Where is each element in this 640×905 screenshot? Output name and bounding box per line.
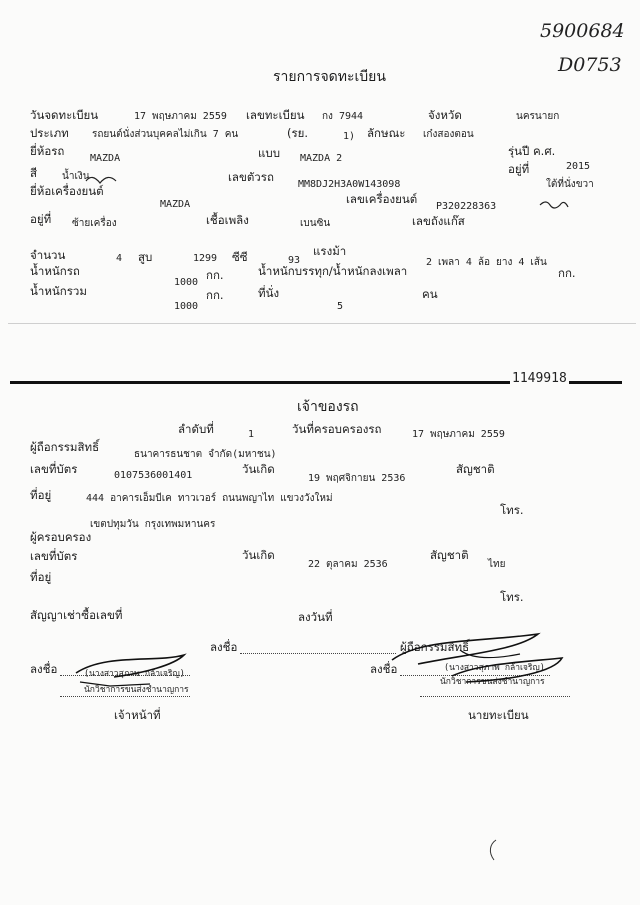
id-value: 0107536001401 (114, 470, 193, 481)
engine-loc-value: ซ้ายเครื่อง (72, 218, 117, 229)
cylinders-unit: สูบ (138, 250, 153, 264)
officer-stamp-name: (นางสาวสุภาพ กล้าเจริญ) (84, 669, 185, 679)
officer-signature-underline (80, 682, 150, 686)
fuel-value: เบนซิน (300, 218, 331, 229)
hire-purchase-label: สัญญาเช่าซื้อเลขที่ (30, 608, 123, 622)
bottom-stray-mark (490, 840, 496, 860)
load-kg-unit: กก. (558, 266, 576, 280)
brand-value: MAZDA (90, 153, 121, 164)
registrar-stamp-name: (นางสาวสุภาพ กล้าเจริญ) (444, 663, 545, 673)
registrar-signature (452, 658, 562, 682)
model-year-value: 2015 (566, 161, 591, 172)
possessor-id-label: เลขที่บัตร (30, 549, 78, 563)
rys-label: (รย. (287, 126, 309, 140)
handwritten-ref-number: 5900684 (540, 20, 625, 42)
hire-purchase-date-label: ลงวันที่ (298, 610, 333, 624)
hp-value: 93 (288, 255, 301, 266)
engine-brand-label: ยี่ห้อเครื่องยนต์ (30, 184, 104, 198)
possessor-address-label: ที่อยู่ (30, 570, 52, 584)
rys-value: 1) (343, 131, 356, 142)
handwritten-ref-code: D0753 (558, 54, 622, 76)
registrar-sign-label: ลงชื่อ (370, 662, 398, 676)
registrar-title: นายทะเบียน (468, 708, 529, 722)
possessor-dob-value: 22 ตุลาคม 2536 (308, 559, 388, 570)
phone-label: โทร. (500, 503, 524, 517)
address-line1: 444 อาคารเอ็มบีเค ทาวเวอร์ ถนนพญาไท แขวงวังใหม่ (86, 493, 333, 504)
type-label: ประเภท (30, 126, 69, 140)
engine-no-value: P320228363 (436, 201, 497, 212)
reg-no-label: เลขทะเบียน (246, 108, 305, 122)
gross-label: น้ำหนักรวม (30, 284, 87, 298)
address-label: ที่อยู่ (30, 488, 52, 502)
cylinders-value: 4 (116, 253, 123, 264)
document-serial-number: 1149918 (512, 371, 567, 386)
seats-label: ที่นั่ง (258, 286, 280, 300)
reg-date-label: วันจดทะเบียน (30, 108, 99, 122)
seats-value: 5 (337, 301, 344, 312)
seq-label: ลำดับที่ (178, 422, 214, 436)
gross-kg-unit: กก. (206, 288, 224, 302)
nationality-label: สัญชาติ (456, 462, 495, 476)
holder-sign-title: ผู้ถือกรรมสิทธิ์ (400, 640, 470, 654)
engine-loc-label: อยู่ที่ (30, 212, 52, 226)
fuel-label: เชื้อเพลิง (206, 213, 249, 227)
possession-date-label: วันที่ครอบครองรถ (292, 422, 382, 436)
officer-stamp-position: นักวิชาการขนส่งชำนาญการ (84, 685, 189, 695)
id-label: เลขที่บัตร (30, 462, 78, 476)
chassis-label: เลขตัวรถ (228, 170, 274, 184)
address-line2: เขตปทุมวัน กรุงเทพมหานคร (90, 519, 216, 530)
cc-label: ซีซี (232, 250, 248, 264)
possessor-nationality-label: สัญชาติ (430, 548, 469, 562)
axles-wheels-value: 2 เพลา 4 ล้อ ยาง 4 เส้น (426, 257, 547, 268)
province-label: จังหวัด (428, 108, 462, 122)
hp-label: แรงม้า (313, 244, 347, 258)
type-value: รถยนต์นั่งส่วนบุคคลไม่เกิน 7 คน (92, 129, 239, 140)
weight-kg-unit: กก. (206, 268, 224, 282)
model-value: MAZDA 2 (300, 153, 343, 164)
possessor-phone-label: โทร. (500, 590, 524, 604)
brand-label: ยี่ห้อรถ (30, 144, 65, 158)
officer-sign-label: ลงชื่อ (30, 662, 58, 676)
officer-signature (76, 655, 184, 677)
possessor-nationality-value: ไทย (488, 559, 506, 570)
weight-label: น้ำหนักรถ (30, 264, 80, 278)
holder-signature (392, 634, 538, 664)
seats-unit: คน (422, 287, 438, 301)
registration-title: รายการจดทะเบียน (273, 69, 386, 85)
possessor-dob-label: วันเกิด (242, 548, 275, 562)
location-value: ใต้ที่นั่งขวา (546, 179, 594, 190)
registrar-stamp-position: นักวิชาการขนส่งชำนาญการ (440, 677, 545, 687)
chassis-location-mark (540, 202, 568, 208)
seq-value: 1 (248, 429, 255, 440)
dob-value: 19 พฤศจิกายน 2536 (308, 473, 406, 484)
body-value: เก๋งสองตอน (423, 129, 474, 140)
weight-value: 1000 (174, 277, 199, 288)
color-handwriting-mark (86, 177, 116, 183)
province-value: นครนายก (516, 111, 560, 122)
chassis-value: MM8DJ2H3A0W143098 (298, 179, 401, 190)
gross-value: 1000 (174, 301, 199, 312)
cc-value: 1299 (193, 253, 218, 264)
qty-label: จำนวน (30, 248, 66, 262)
dob-label: วันเกิด (242, 462, 275, 476)
possession-date-value: 17 พฤษภาคม 2559 (412, 429, 505, 440)
model-year-label: รุ่นปี ค.ศ. (508, 144, 556, 158)
color-label: สี (30, 166, 38, 180)
possessor-label: ผู้ครอบครอง (30, 530, 92, 544)
holder-value: ธนาคารธนชาต จำกัด(มหาชน) (134, 449, 277, 460)
officer-title: เจ้าหน้าที่ (114, 708, 161, 722)
gas-tank-label: เลขถังแก๊ส (412, 214, 465, 228)
engine-no-label: เลขเครื่องยนต์ (346, 192, 418, 206)
model-label: แบบ (258, 146, 281, 160)
reg-date-value: 17 พฤษภาคม 2559 (134, 111, 227, 122)
body-label: ลักษณะ (367, 126, 406, 140)
location-label: อยู่ที่ (508, 162, 530, 176)
owner-title: เจ้าของรถ (297, 399, 359, 415)
color-value: น้ำเงิน (62, 171, 90, 182)
load-label: น้ำหนักบรรทุก/น้ำหนักลงเพลา (258, 264, 408, 278)
engine-brand-value: MAZDA (160, 199, 191, 210)
holder-sign-label: ลงชื่อ (210, 640, 238, 654)
holder-label: ผู้ถือกรรมสิทธิ์ (30, 440, 100, 454)
reg-no-value: กง 7944 (322, 111, 364, 122)
